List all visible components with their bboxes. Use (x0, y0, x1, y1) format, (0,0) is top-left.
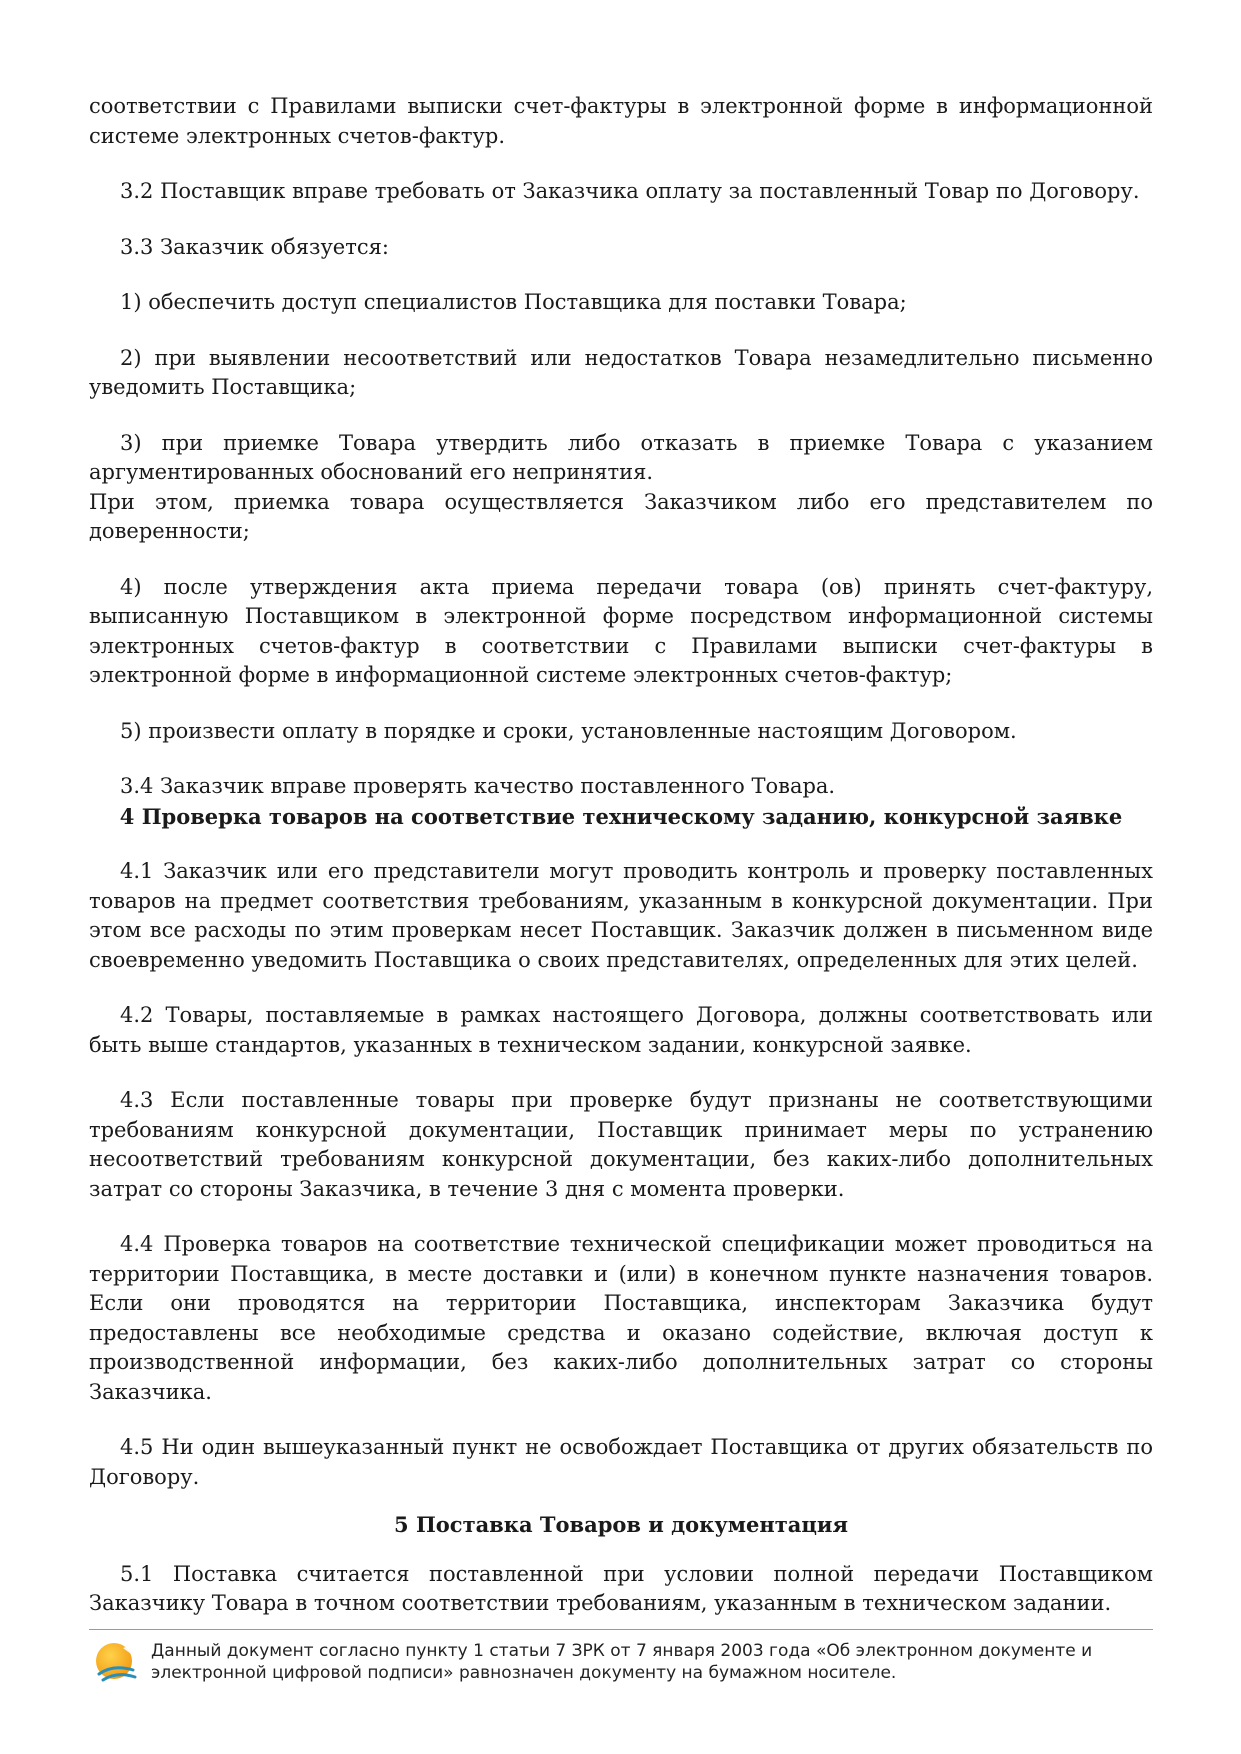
paragraph: 2) при выявлении несоответствий или недостатков Товара незамедлительно письменно уведомить Поставщика; (89, 345, 1153, 399)
paragraph: 1) обеспечить доступ специалистов Поставщика для поставки Товара; (120, 290, 907, 314)
paragraph: При этом, приемка товара осуществляется Заказчиком либо его представителем по доверенности; (89, 489, 1153, 543)
footer-legal-note: Данный документ согласно пункту 1 статьи 7 ЗРК от 7 января 2003 года «Об электронном документе и электронной цифровой подписи» равнозначен документу на бумажном носителе. (151, 1641, 1093, 1683)
paragraph: 4.4 Проверка товаров на соответствие технической спецификации может проводиться на территории Поставщика, в месте доставки и (или) в конечном пункте назначения товаров. Если они проводятся на территории Поставщика, инспекторам Заказчика будут предоставлены все необходимые средства и оказано содействие, включая доступ к производственной информации, без каких-либо дополнительных затрат со стороны Заказчика. (89, 1232, 1153, 1404)
paragraph: соответствии с Правилами выписки счет-фактуры в электронной форме в информационной системе электронных счетов-фактур. (89, 94, 1153, 148)
paragraph: 4.2 Товары, поставляемые в рамках настоящего Договора, должны соответствовать или быть выше стандартов, указанных в техническом задании, конкурсной заявке. (89, 1003, 1153, 1057)
paragraph: 3.3 Заказчик обязуется: (120, 234, 389, 259)
page-footer (89, 1629, 1153, 1683)
paragraph: 4.3 Если поставленные товары при проверке будут признаны не соответствующими требованиям конкурсной документации, Поставщик принимает меры по устранению несоответствий требованиям конкурсной документации, без каких-либо дополнительных затрат со стороны Заказчика, в течение 3 дня с момента проверки. (89, 1088, 1153, 1201)
paragraph: 3) при приемке Товара утвердить либо отказать в приемке Товара с указанием аргументированных обоснований его непринятия. (89, 430, 1153, 484)
section-heading: 4 Проверка товаров на соответствие техническому заданию, конкурсной заявке (119, 803, 1123, 829)
paragraph: 5) произвести оплату в порядке и сроки, установленные настоящим Договором. (120, 718, 1017, 743)
paragraph: 3.2 Поставщик вправе требовать от Заказчика оплату за поставленный Товар по Договору. (120, 179, 1140, 203)
paragraph: 4.1 Заказчик или его представители могут проводить контроль и проверку поставленных товаров на предмет соответствия требованиям, указанным в конкурсной документации. При этом все расходы по этим проверкам несет Поставщик. Заказчик должен в письменном виде своевременно уведомить Поставщика о своих представителях, определенных для этих целей. (89, 859, 1153, 972)
paragraph: 4) после утверждения акта приема передачи товара (ов) принять счет-фактуру, выписанную Поставщиком в электронной форме посредством информационной системы электронных счетов-фактур в соответствии с Правилами выписки счет-фактуры в электронной форме в информационной системе электронных счетов-фактур; (89, 574, 1153, 687)
paragraph: 5.1 Поставка считается поставленной при условии полной передачи Поставщиком Заказчику Товара в точном соответствии требованиям, указанным в техническом задании. (89, 1561, 1153, 1615)
sun-logo-icon (93, 1640, 139, 1686)
section-heading: 5 Поставка Товаров и документация (394, 1512, 848, 1537)
paragraph: 3.4 Заказчик вправе проверять качество поставленного Товара. (120, 774, 836, 798)
paragraph: 4.5 Ни один вышеуказанный пункт не освобождает Поставщика от других обязательств по Договору. (89, 1435, 1153, 1489)
document-page (89, 92, 1153, 1619)
